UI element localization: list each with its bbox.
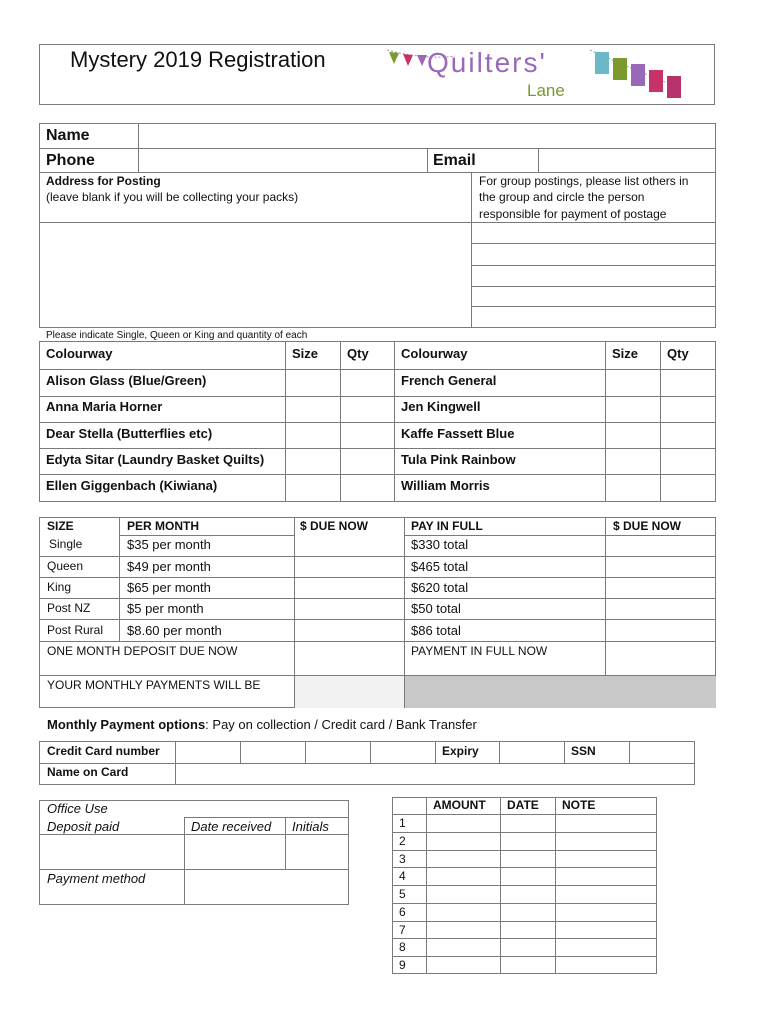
due-now-input[interactable] xyxy=(295,536,404,675)
address-hint: (leave blank if you will be collecting your packs) xyxy=(46,190,299,204)
ledger-row-number: 1 xyxy=(399,816,406,830)
name-on-card-input[interactable] xyxy=(176,764,694,784)
col-qty: Qty xyxy=(347,346,369,361)
group-note-1: For group postings, please list others in xyxy=(479,174,689,188)
payment-options-text: : Pay on collection / Credit card / Bank Transfer xyxy=(205,717,477,732)
ledger-row-number: 8 xyxy=(399,940,406,954)
price-size: Post Rural xyxy=(47,623,104,637)
payment-options xyxy=(47,718,477,732)
price-full: $620 total xyxy=(411,580,469,595)
price-month: $65 per month xyxy=(127,580,211,595)
price-month: $35 per month xyxy=(127,537,211,552)
logo xyxy=(385,46,695,102)
ledger-row-number: 5 xyxy=(399,887,406,901)
group-note-2: the group and circle the person xyxy=(479,190,645,204)
price-size: Queen xyxy=(47,559,84,573)
col-size-price: SIZE xyxy=(47,519,74,533)
due-now-input-2[interactable] xyxy=(606,536,715,675)
price-month: $8.60 per month xyxy=(127,623,222,638)
colourway-item: William Morris xyxy=(401,478,490,493)
col-due-now: $ DUE NOW xyxy=(300,519,369,533)
cc-number-label: Credit Card number xyxy=(47,744,160,758)
ledger-row-number: 3 xyxy=(399,852,406,866)
price-full: $330 total xyxy=(411,537,469,552)
expiry-label: Expiry xyxy=(442,744,479,758)
price-month: $5 per month xyxy=(127,601,204,616)
expiry-input[interactable] xyxy=(500,742,564,763)
group-note-3: responsible for payment of postage xyxy=(479,207,667,221)
ssn-input[interactable] xyxy=(630,742,694,763)
price-month: $49 per month xyxy=(127,559,211,574)
address-input[interactable] xyxy=(40,223,471,327)
col-per-month: PER MONTH xyxy=(127,519,199,533)
full-shaded-cell xyxy=(404,675,716,708)
email-input[interactable] xyxy=(539,149,715,172)
colourway-instruction: Please indicate Single, Queen or King and quantity of each xyxy=(46,330,308,341)
price-size: King xyxy=(47,580,72,594)
colourway-item: French General xyxy=(401,373,497,388)
name-on-card-label: Name on Card xyxy=(47,765,129,779)
col-note: NOTE xyxy=(562,798,596,812)
monthly-shaded-cell xyxy=(294,675,404,708)
phone-input[interactable] xyxy=(139,149,427,172)
colourway-item: Kaffe Fassett Blue xyxy=(401,426,515,441)
price-full: $50 total xyxy=(411,601,461,616)
col-size: Size xyxy=(292,346,319,361)
date-received-label: Date received xyxy=(191,819,272,834)
price-full: $465 total xyxy=(411,559,469,574)
deposit-paid-label: Deposit paid xyxy=(47,819,120,834)
price-size: Post NZ xyxy=(47,601,91,615)
logo-word1: Quilters' xyxy=(427,47,547,78)
ssn-label: SSN xyxy=(571,744,596,758)
col-qty-2: Qty xyxy=(667,346,689,361)
col-colourway: Colourway xyxy=(46,346,113,361)
ledger-row-number: 7 xyxy=(399,923,406,937)
name-label: Name xyxy=(46,127,90,144)
col-colourway-2: Colourway xyxy=(401,346,468,361)
ledger-row-number: 6 xyxy=(399,905,406,919)
email-label: Email xyxy=(433,152,476,169)
colourway-item: Dear Stella (Butterflies etc) xyxy=(46,426,213,441)
colourway-item: Anna Maria Horner xyxy=(46,399,163,414)
payment-full-label: PAYMENT IN FULL NOW xyxy=(411,644,548,658)
logo-word2: Lane xyxy=(527,81,565,100)
colourway-item: Ellen Giggenbach (Kiwiana) xyxy=(46,478,218,493)
monthly-payments-label: YOUR MONTHLY PAYMENTS WILL BE xyxy=(47,678,261,692)
ledger-row-number: 2 xyxy=(399,834,406,848)
payment-options-label: Monthly Payment options xyxy=(47,717,206,732)
cc-number-input[interactable] xyxy=(176,742,435,763)
col-due-now-2: $ DUE NOW xyxy=(613,519,682,533)
col-pay-full: PAY IN FULL xyxy=(411,519,483,533)
page-title: Mystery 2019 Registration xyxy=(70,47,326,72)
office-use-title: Office Use xyxy=(47,801,108,816)
initials-label: Initials xyxy=(292,819,329,834)
colourway-item: Jen Kingwell xyxy=(401,399,481,414)
col-amount: AMOUNT xyxy=(433,798,486,812)
ledger-row-number: 4 xyxy=(399,869,406,883)
col-size-2: Size xyxy=(612,346,639,361)
colourway-item: Tula Pink Rainbow xyxy=(401,452,516,467)
price-full: $86 total xyxy=(411,623,461,638)
colourway-item: Alison Glass (Blue/Green) xyxy=(46,373,207,388)
colourway-item: Edyta Sitar (Laundry Basket Quilts) xyxy=(46,452,265,467)
name-input[interactable] xyxy=(139,124,715,148)
ledger-row-number: 9 xyxy=(399,958,406,972)
address-label: Address for Posting xyxy=(46,174,161,188)
phone-label: Phone xyxy=(46,152,95,169)
col-date: DATE xyxy=(507,798,539,812)
deposit-label: ONE MONTH DEPOSIT DUE NOW xyxy=(47,644,238,658)
payment-method-label: Payment method xyxy=(47,871,146,886)
price-size: Single xyxy=(49,537,83,551)
